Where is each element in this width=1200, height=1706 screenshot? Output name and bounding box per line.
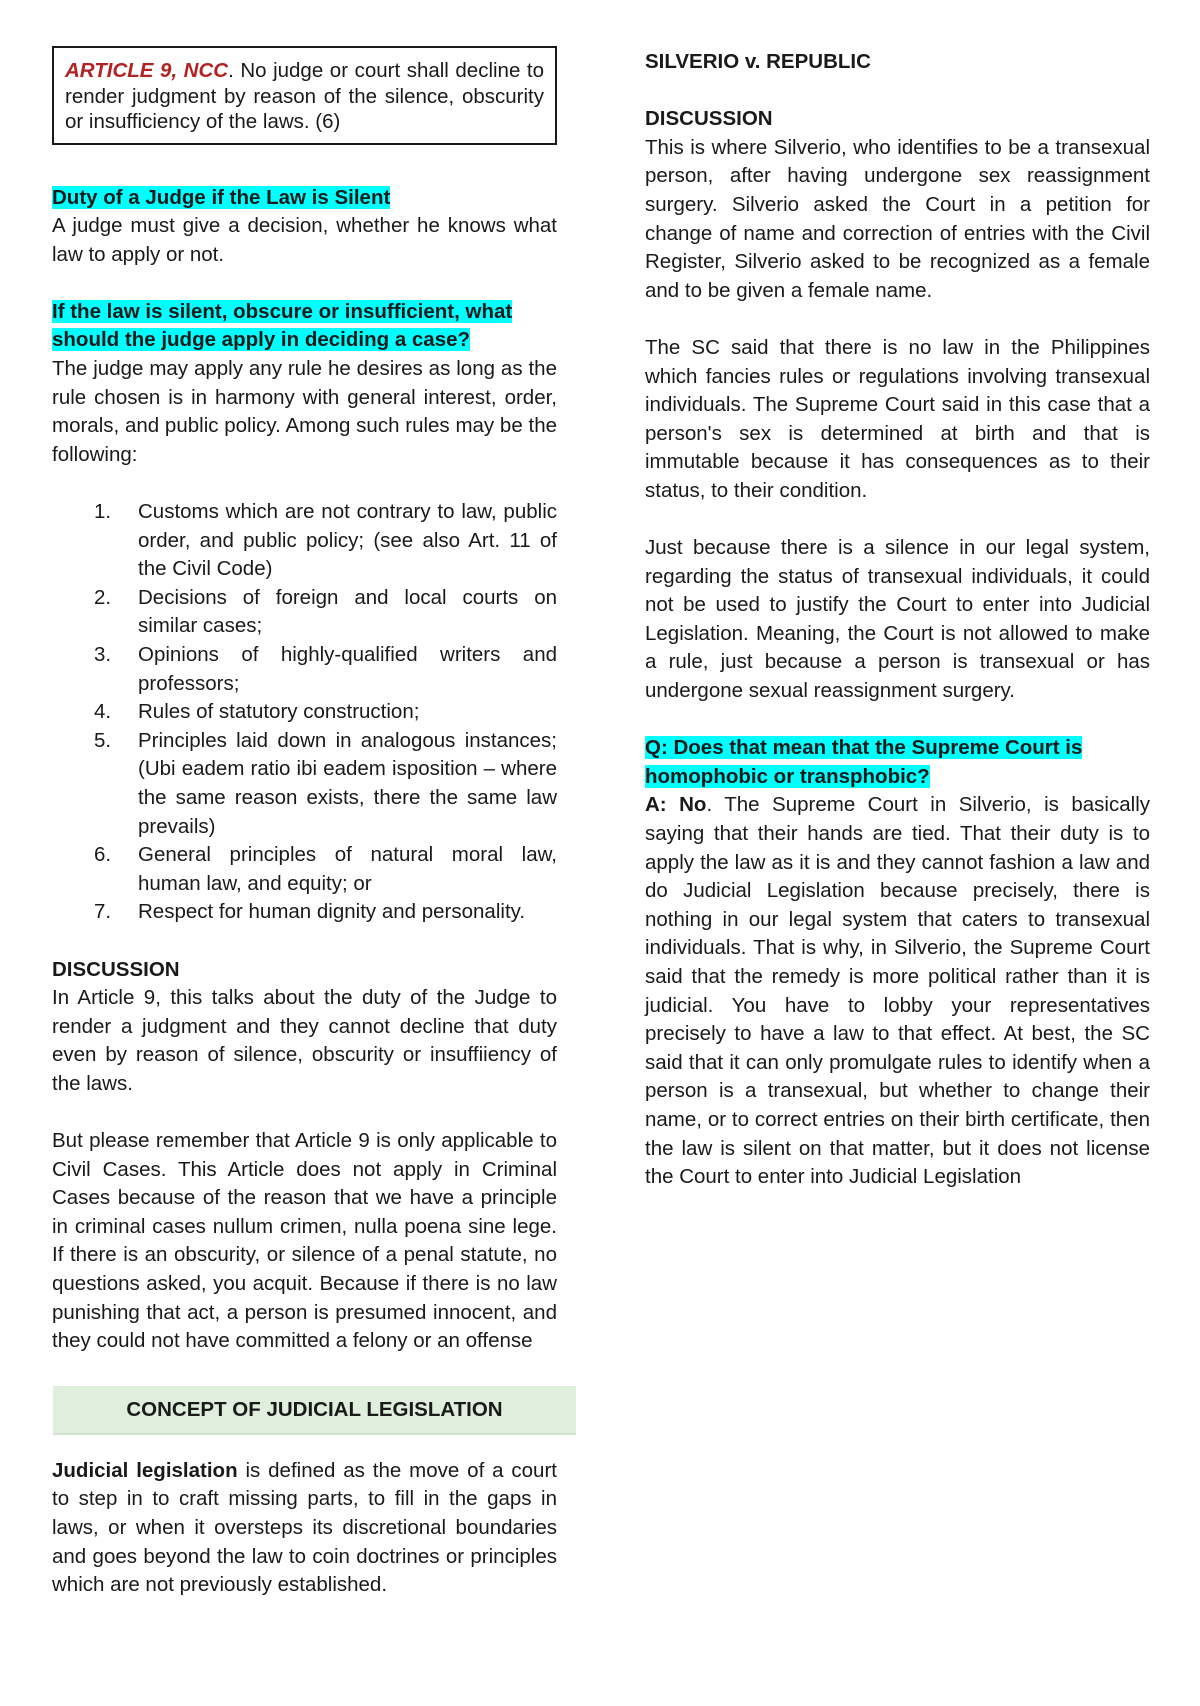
discussion-heading: DISCUSSION: [645, 107, 773, 131]
duty-heading: Duty of a Judge if the Law is Silent: [52, 185, 391, 209]
list-item: 1. Customs which are not contrary to law, public order, and public policy; (see also Art. 11 of the Civil Code): [94, 500, 557, 581]
list-item: 6. General principles of natural moral law, human law, and equity; or: [94, 843, 557, 895]
judicial-legislation-definition: Judicial legislation is defined as the move of a court to step in to craft missing parts, to fill in the gaps in laws, or when it oversteps its discretional boundaries and goes beyond the law to coin doctrines or principles which are not previously established.: [52, 1458, 557, 1597]
right-column: [645, 46, 1150, 1192]
answer-label: A: No: [645, 793, 707, 817]
list-item: 7. Respect for human dignity and personality.: [94, 900, 526, 924]
article-reference: ARTICLE 9, NCC: [65, 59, 229, 82]
discussion-paragraph: This is where Silverio, who identifies to be a transexual person, after having undergone sex reassignment surgery. Silverio asked the Court in a petition for change of name and correction of entries with the Civil Register, Silverio asked to be recognized as a female and to be given a female name.: [645, 135, 1150, 302]
duty-text: A judge must give a decision, whether he knows what law to apply or not.: [52, 214, 557, 266]
list-item: 5. Principles laid down in analogous instances; (Ubi eadem ratio ibi eadem isposition – where the same reason exists, there the same law prevails): [94, 728, 557, 838]
section-banner: CONCEPT OF JUDICIAL LEGISLATION: [53, 1386, 576, 1435]
list-item: 2. Decisions of foreign and local courts on similar cases;: [94, 585, 557, 638]
discussion-paragraph: In Article 9, this talks about the duty of the Judge to render a judgment and they cannot decline that duty even by reason of silence, obscurity or insuffiiency of the laws.: [52, 986, 557, 1095]
discussion-paragraph: But please remember that Article 9 is only applicable to Civil Cases. This Article does not apply in Criminal Cases because of the reason that we have a principle in criminal cases nullum crimen, nulla poena sine lege. If there is an obscurity, or silence of a penal statute, no questions asked, you acquit. Because if there is no law punishing that act, a person is presumed innocent, and they could not have committed a felony or an offense: [52, 1129, 557, 1353]
rules-list: [52, 498, 557, 927]
article-box: [52, 46, 557, 145]
list-item: 4. Rules of statutory construction;: [94, 700, 420, 724]
question-heading: Q: Does that mean that the Supreme Court is homophobic or transphobic?: [645, 736, 1083, 788]
discussion-heading: DISCUSSION: [52, 957, 180, 981]
left-column: [52, 46, 557, 1600]
term: Judicial legislation: [52, 1458, 238, 1482]
list-item: 3. Opinions of highly-qualified writers and professors;: [94, 643, 557, 695]
question-heading: If the law is silent, obscure or insufficient, what should the judge apply in deciding a case?: [52, 299, 513, 352]
discussion-paragraph: Just because there is a silence in our legal system, regarding the status of transexual individuals, it could not be used to justify the Court to enter into Judicial Legislation. Meaning, the Court is not allowed to make a rule, just because a person is transexual or has undergone sexual reassignment surgery.: [645, 536, 1150, 703]
article-text: . No judge or court shall decline to render judgment by reason of the silence, obscurity or insufficiency of the laws. (6): [65, 59, 545, 133]
question-text: The judge may apply any rule he desires as long as the rule chosen is in harmony with general interest, order, morals, and public policy. Among such rules may be the following:: [52, 357, 557, 466]
answer-paragraph: A: No. The Supreme Court in Silverio, is basically saying that their hands are tied. That their duty is to apply the law as it is and they cannot fashion a law and do Judicial Legislation because precisely, there is nothing in our legal system that caters to transexual individuals. That is why, in Silverio, the Supreme Court said that the remedy is more political rather than it is judicial. You have to lobby your representatives precisely to have a law to that effect. At best, the SC said that it can only promulgate rules to identify when a person is a transexual, but whether to change their name, or to correct entries on their birth certificate, then the law is silent on that matter, but it does not license the Court to enter into Judicial Legislation: [645, 793, 1150, 1189]
discussion-paragraph: The SC said that there is no law in the Philippines which fancies rules or regulations involving transexual individuals. The Supreme Court said in this case that a person's sex is determined at birth and that is immutable because it has consequences as to their status, to their condition.: [645, 335, 1150, 502]
case-title: SILVERIO v. REPUBLIC: [645, 50, 871, 73]
